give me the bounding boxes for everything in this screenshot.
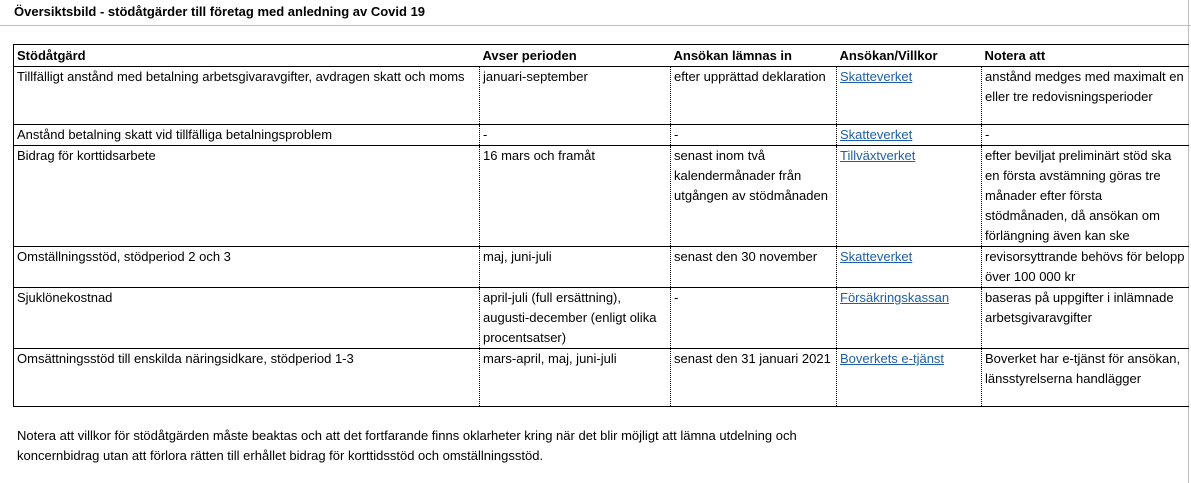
skatteverket-link[interactable]: Skatteverket [840,69,913,84]
cell-conditions [837,247,982,288]
cell-period: januari-september [480,67,671,125]
skatteverket-link[interactable]: Skatteverket [840,249,913,264]
header-period: Avser perioden [480,45,671,67]
cell-conditions [837,146,982,247]
cell-apply-by: - [671,288,837,349]
cell-measure: Tillfälligt anstånd med betalning arbetsgivaravgifter, avdragen skatt och moms [14,67,480,125]
table-row [14,349,1189,407]
cell-note: Boverket har e-tjänst för ansökan, länsstyrelserna handlägger [985,351,1181,386]
table-row [14,288,1189,349]
tillvaxtverket-link[interactable]: Tillväxtverket [840,148,916,163]
cell-apply-by: efter upprättad deklaration [671,67,837,125]
forsakringskassan-link[interactable]: Försäkringskassan [840,290,950,305]
header-measure: Stödåtgärd [14,45,480,67]
footnote-line-1: Notera att villkor för stödåtgärden måste beaktas och att det fortfarande finns oklarheter kring när det blir möjligt att lämna utdelning och [17,428,797,443]
title-divider [0,25,1191,26]
header-note: Notera att [982,45,1189,67]
cell-measure: Sjuklönekostnad [14,288,480,349]
cell-period: 16 mars och framåt [480,146,671,247]
cell-conditions [837,349,982,407]
cell-measure: Omsättningsstöd till enskilda näringsidkare, stödperiod 1-3 [14,349,480,407]
cell-apply-by: senast den 30 november [671,247,837,288]
table-row [14,125,1189,146]
cell-note: baseras på uppgifter i inlämnade arbetsgivaravgifter [982,288,1189,349]
table-row [14,67,1189,125]
header-conditions: Ansökan/Villkor [837,45,982,67]
cell-measure: Anstånd betalning skatt vid tillfälliga betalningsproblem [14,125,480,146]
table-header-row [14,45,1189,67]
table-row [14,247,1189,288]
cell-apply-by: senast den 31 januari 2021 [671,349,837,407]
footnote-line-2: koncernbidrag utan att förlora rätten till erhållet bidrag för korttidsstöd och omställningsstöd. [17,448,544,463]
footnote [17,426,917,466]
cell-period: mars-april, maj, juni-juli [480,349,671,407]
cell-note: - [982,125,1189,146]
boverket-eservice-link[interactable]: Boverkets e-tjänst [840,351,945,366]
skatteverket-link[interactable]: Skatteverket [840,127,913,142]
cell-conditions [837,125,982,146]
cell-period: april-juli (full ersättning), augusti-december (enligt olika procentsatser) [480,288,671,349]
cell-note: efter beviljat preliminärt stöd ska en första avstämning göras tre månader efter första stödmånaden, då ansökan om förlängning även kan ske [982,146,1189,247]
table-row [14,146,1189,247]
cell-conditions [837,288,982,349]
cell-measure: Omställningsstöd, stödperiod 2 och 3 [14,247,480,288]
sheet-title: Översiktsbild - stödåtgärder till företag med anledning av Covid 19 [14,4,426,19]
cell-conditions [837,67,982,125]
header-apply-by: Ansökan lämnas in [671,45,837,67]
cell-apply-by: - [671,125,837,146]
cell-note: anstånd medges med maximalt en eller tre redovisningsperioder [982,67,1189,125]
cell-apply-by: senast inom två kalendermånader från utgången av stödmånaden [671,146,837,247]
cell-period: - [480,125,671,146]
cell-measure: Bidrag för korttidsarbete [14,146,480,247]
cell-note: revisorsyttrande behövs för belopp över 100 000 kr [982,247,1189,288]
support-measures-table [13,44,1189,407]
cell-period: maj, juni-juli [480,247,671,288]
